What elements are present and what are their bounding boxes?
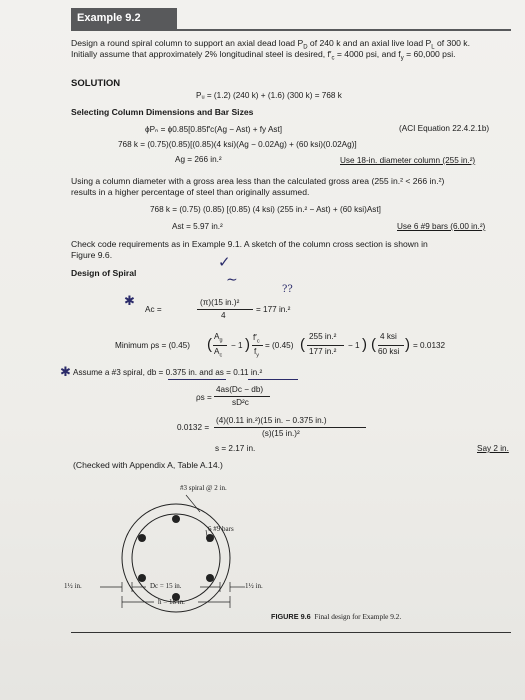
figure-caption-label: FIGURE 9.6 xyxy=(271,612,311,621)
fraction-bar xyxy=(213,345,227,346)
eq-768-b: 768 k = (0.75) (0.85) [(0.85) (4 ksi) (255 in.² − Ast) + (60 ksi)Ast] xyxy=(150,205,381,214)
handwritten-squiggle: ∼ xyxy=(226,272,238,288)
handwritten-question: ?? xyxy=(282,284,293,295)
problem-text: = 4000 psi, and f xyxy=(334,49,401,59)
eq-0132-numerator: (4)(0.11 in.²)(15 in. − 0.375 in.) xyxy=(216,416,327,425)
fig-h-dim: h = 18 in. xyxy=(158,598,185,606)
problem-text: Design a round spiral column to support an axial dead load P xyxy=(71,38,304,48)
spiral-heading: Design of Spiral xyxy=(71,268,137,278)
para-check-2: Figure 9.6. xyxy=(71,250,113,260)
paren: ( xyxy=(207,336,212,353)
fig-right-dim: 1½ in. xyxy=(245,582,263,590)
rho-s-lhs: ρs = xyxy=(196,393,212,402)
paren: ( xyxy=(371,336,376,353)
min-rho-result: = 0.0132 xyxy=(413,341,446,350)
paren: ) xyxy=(362,336,367,353)
phi-pn-equation: ϕPₙ = ϕ0.85[0.85f′c(Ag − Ast) + fy Ast] xyxy=(145,125,283,134)
sub-c: c xyxy=(331,55,335,62)
s-result: s = 2.17 in. xyxy=(215,444,256,453)
rho-s-numerator: 4as(Dc − db) xyxy=(216,385,264,394)
ac-lhs: Ac = xyxy=(145,305,162,314)
ac-numerator: (π)(15 in.)² xyxy=(200,298,240,307)
checked-appendix: (Checked with Appendix A, Table A.14.) xyxy=(73,460,223,470)
assume-line: Assume a #3 spiral, db = 0.375 in. and as = 0.11 in.² xyxy=(73,368,263,377)
problem-text: of 240 k and an axial live load P xyxy=(307,38,432,48)
fraction-bar xyxy=(378,345,404,346)
handwritten-underline xyxy=(248,379,298,380)
frac-177: 177 in.² xyxy=(309,347,337,356)
fc-over-fy-den: $f_y$ xyxy=(254,347,260,359)
handwritten-check: ✓ xyxy=(218,253,231,271)
bottom-rule xyxy=(71,632,511,633)
ag-over-ac-den: $A_c$ xyxy=(214,347,223,359)
problem-text: Initially assume that approximately 2% longitudinal steel is desired, f′ xyxy=(71,49,332,59)
fraction-bar xyxy=(214,396,270,397)
para-using-1: Using a column diameter with a gross area less than the calculated gross area (255 in.² < 266 in.²) xyxy=(71,176,445,186)
handwritten-star-2: ✱ xyxy=(60,365,71,380)
fraction-bar xyxy=(214,427,366,428)
paren: ) xyxy=(245,336,250,353)
eq-0132-lhs: 0.0132 = xyxy=(177,423,210,432)
eq-768-a: 768 k = (0.75)(0.85)[(0.85)(4 ksi)(Ag − 0.02Ag) + (60 ksi)(0.02Ag)] xyxy=(118,140,357,149)
handwritten-star: ✱ xyxy=(124,294,135,309)
ac-fraction-bar xyxy=(197,309,253,310)
frac-255: 255 in.² xyxy=(309,332,337,341)
paren: ( xyxy=(300,336,305,353)
handwritten-underline xyxy=(168,379,226,380)
example-title: Example 9.2 xyxy=(71,8,177,30)
figure-caption xyxy=(271,612,401,621)
ast-result: Ast = 5.97 in.² xyxy=(172,222,223,231)
selecting-heading: Selecting Column Dimensions and Bar Sizes xyxy=(71,107,254,117)
problem-line-2 xyxy=(71,49,456,65)
problem-text: = 60,000 psi. xyxy=(403,49,456,59)
sub-d: D xyxy=(303,44,308,51)
solution-heading: SOLUTION xyxy=(71,78,121,89)
min-rho-mid: = (0.45) xyxy=(265,341,294,350)
eq-0132-denominator: (s)(15 in.)² xyxy=(262,429,300,438)
fig-bars-label: 6 #9 bars xyxy=(208,525,234,533)
frac-4ksi: 4 ksi xyxy=(380,332,397,341)
minus-one: − 1 xyxy=(348,341,360,350)
fraction-bar xyxy=(252,345,263,346)
para-check-1: Check code requirements as in Example 9.1. A sketch of the column cross section is shown in xyxy=(71,239,428,249)
para-using-2: results in a higher percentage of steel than originally assumed. xyxy=(71,187,310,197)
ac-result: = 177 in.² xyxy=(256,305,291,314)
use-6-bars: Use 6 #9 bars (6.00 in.²) xyxy=(397,222,486,231)
min-rho-label: Minimum ρs = (0.45) xyxy=(115,341,190,350)
column-cross-section-figure xyxy=(90,490,280,620)
sub-y: y xyxy=(400,55,404,62)
pu-equation: Pᵤ = (1.2) (240 k) + (1.6) (300 k) = 768 k xyxy=(196,91,342,100)
ac-denominator: 4 xyxy=(221,311,226,320)
sub-l: L xyxy=(431,44,435,51)
say-2-in: Say 2 in. xyxy=(477,444,509,453)
ag-over-ac-num: $A_g$ xyxy=(214,332,223,344)
aci-reference: (ACI Equation 22.4.2.1b) xyxy=(399,124,490,133)
ag-result: Ag = 266 in.² xyxy=(175,155,222,164)
frac-60ksi: 60 ksi xyxy=(378,347,400,356)
figure-caption-text: Final design for Example 9.2. xyxy=(314,612,402,621)
minus-one: − 1 xyxy=(231,341,243,350)
paren: ) xyxy=(405,336,410,353)
fraction-bar xyxy=(307,345,344,346)
fig-spiral-label: #3 spiral @ 2 in. xyxy=(180,484,227,492)
fig-left-dim: 1½ in. xyxy=(64,582,82,590)
problem-text: of 300 k. xyxy=(434,38,470,48)
fc-over-fy-num: $f'_c$ xyxy=(253,333,260,345)
fig-dc-dim: Dc = 15 in. xyxy=(150,582,182,590)
rho-s-denominator: sD²c xyxy=(232,398,249,407)
use-18-in-column: Use 18-in. diameter column (255 in.²) xyxy=(340,156,476,165)
title-rule xyxy=(71,29,511,31)
